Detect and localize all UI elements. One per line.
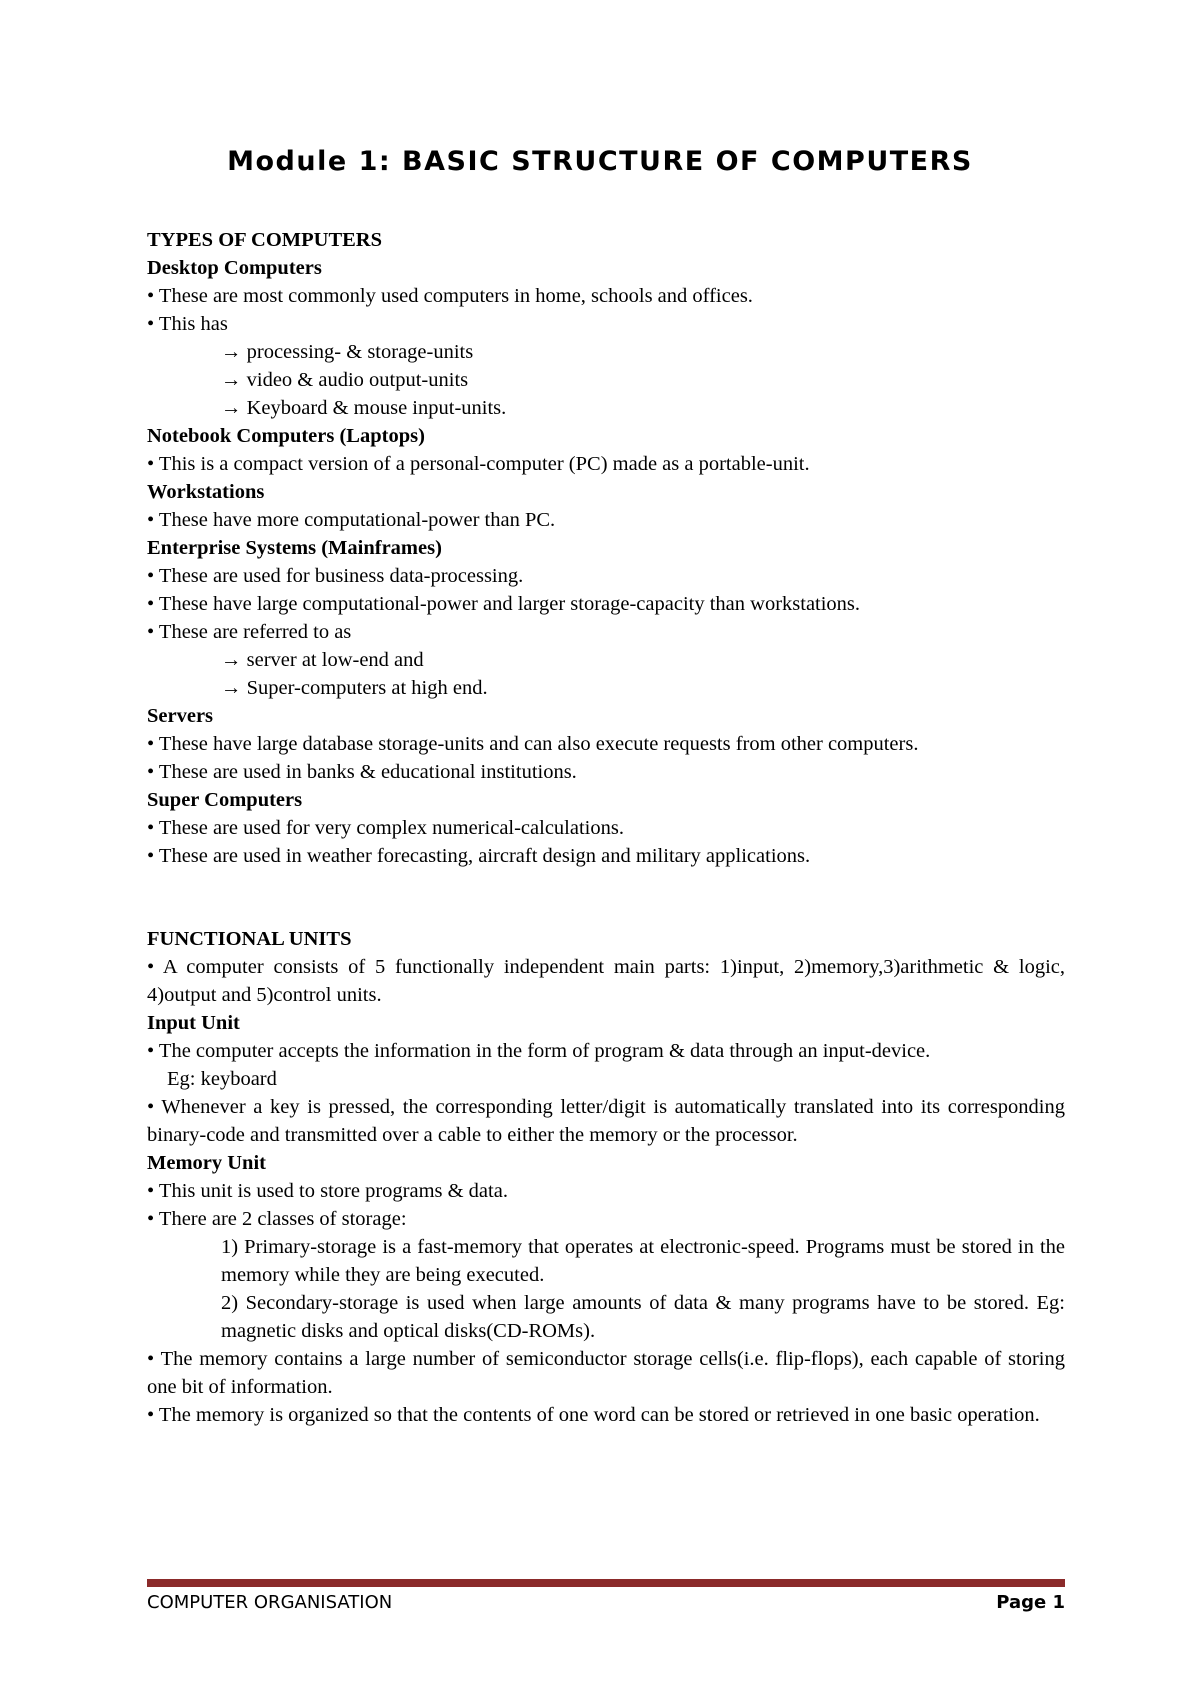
- subheading-input: Input Unit: [147, 1012, 240, 1034]
- section-gap: [147, 870, 1065, 925]
- footer-rule: [147, 1579, 1065, 1587]
- section-heading-functional: FUNCTIONAL UNITS: [147, 928, 352, 950]
- bullet-super-2: • These are used in weather forecasting, aircraft design and military applications.: [147, 845, 811, 867]
- subheading-memory: Memory Unit: [147, 1152, 266, 1174]
- page-content: [147, 226, 1065, 1429]
- bullet-enterprise-1: • These are used for business data-processing.: [147, 565, 524, 587]
- bullet-servers-2: • These are used in banks & educational institutions.: [147, 761, 577, 783]
- subheading-workstations: Workstations: [147, 481, 265, 503]
- bullet-functional-intro: • A computer consists of 5 functionally independent main parts: 1)input, 2)memory,3)arithmetic & logic, 4)output and 5)control units.: [147, 956, 1065, 1006]
- subheading-enterprise: Enterprise Systems (Mainframes): [147, 537, 442, 559]
- arrow-item-enterprise-1: → server at low-end and: [221, 649, 424, 671]
- arrow-item-desktop-1: → processing- & storage-units: [221, 341, 474, 363]
- subheading-notebook: Notebook Computers (Laptops): [147, 425, 425, 447]
- bullet-enterprise-2: • These have large computational-power and larger storage-capacity than workstations.: [147, 593, 861, 615]
- subheading-desktop: Desktop Computers: [147, 257, 322, 279]
- footer-course-title: COMPUTER ORGANISATION: [147, 1592, 393, 1613]
- subheading-servers: Servers: [147, 705, 214, 727]
- section-heading-types: TYPES OF COMPUTERS: [147, 229, 383, 251]
- subheading-super: Super Computers: [147, 789, 303, 811]
- bullet-notebook-1: • This is a compact version of a personal-computer (PC) made as a portable-unit.: [147, 453, 810, 475]
- bullet-memory-2: • There are 2 classes of storage:: [147, 1208, 407, 1230]
- page-title: Module 1: BASIC STRUCTURE OF COMPUTERS: [227, 146, 973, 177]
- arrow-item-enterprise-2: → Super-computers at high end.: [221, 677, 488, 699]
- bullet-input-2: • Whenever a key is pressed, the corresponding letter/digit is automatically translated into its corresponding binary-code and transmitted over a cable to either the memory or the processor.: [147, 1096, 1065, 1146]
- bullet-memory-3: • The memory contains a large number of semiconductor storage cells(i.e. flip-flops), each capable of storing one bit of information.: [147, 1348, 1065, 1398]
- bullet-desktop-2: • This has: [147, 313, 228, 335]
- bullet-super-1: • These are used for very complex numerical-calculations.: [147, 817, 624, 839]
- bullet-desktop-1: • These are most commonly used computers in home, schools and offices.: [147, 285, 753, 307]
- numbered-item-memory-2: 2) Secondary-storage is used when large amounts of data & many programs have to be stored. Eg: magnetic disks and optical disks(CD-ROMs).: [221, 1292, 1065, 1342]
- arrow-item-desktop-2: → video & audio output-units: [221, 369, 469, 391]
- numbered-item-memory-1: 1) Primary-storage is a fast-memory that operates at electronic-speed. Programs must be stored in the memory while they are being executed.: [221, 1236, 1065, 1286]
- bullet-workstations-1: • These have more computational-power than PC.: [147, 509, 556, 531]
- bullet-memory-4: • The memory is organized so that the contents of one word can be stored or retrieved in one basic operation.: [147, 1404, 1040, 1426]
- bullet-input-1: • The computer accepts the information in the form of program & data through an input-device.: [147, 1040, 931, 1062]
- bullet-enterprise-3: • These are referred to as: [147, 621, 352, 643]
- arrow-item-desktop-3: → Keyboard & mouse input-units.: [221, 397, 507, 419]
- example-input: Eg: keyboard: [167, 1068, 277, 1090]
- bullet-memory-1: • This unit is used to store programs & data.: [147, 1180, 508, 1202]
- footer-page-number: Page 1: [996, 1592, 1065, 1613]
- bullet-servers-1: • These have large database storage-units and can also execute requests from other computers.: [147, 733, 919, 755]
